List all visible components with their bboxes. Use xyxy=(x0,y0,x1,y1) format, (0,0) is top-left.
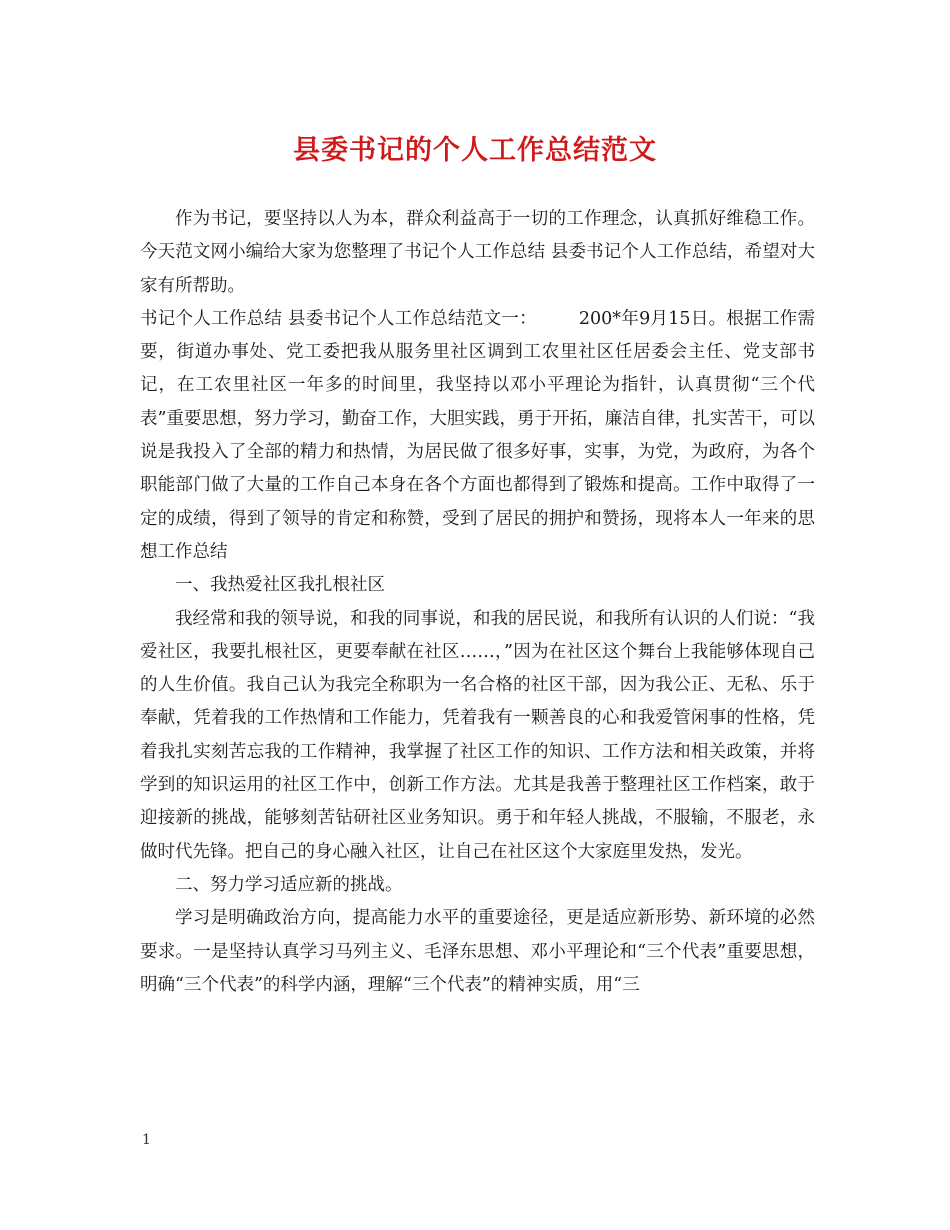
document-body xyxy=(140,203,815,1002)
section-label: 书记个人工作总结 县委书记个人工作总结范文一： xyxy=(140,308,537,329)
intro-paragraph: 作为书记，要坚持以人为本，群众利益高于一切的工作理念，认真抓好维稳工作。今天范文网小编给大家为您整理了书记个人工作总结 县委书记个人工作总结，希望对大家有所帮助。 xyxy=(140,209,815,296)
document-title: 县委书记的个人工作总结范文 xyxy=(293,135,657,166)
section-date: 200*年9月15日。 xyxy=(578,308,727,329)
section-body: 根据工作需要，街道办事处、党工委把我从服务里社区调到工农里社区任居委会主任、党支部书记，在工农里社区一年多的时间里，我坚持以邓小平理论为指针，认真贯彻“三个代表”重要思想，努力学习，勤奋工作，大胆实践，勇于开拓，廉洁自律，扎实苦干，可以说是我投入了全部的精力和热情，为居民做了很多好事，实事，为党，为政府，为各个职能部门做了大量的工作自己本身在各个方面也都得到了锻炼和提高。工作中取得了一定的成绩，得到了领导的肯定和称赞，受到了居民的拥护和赞扬，现将本人一年来的思想工作总结 xyxy=(140,308,815,562)
paragraph-one: 我经常和我的领导说，和我的同事说，和我的居民说，和我所有认识的人们说：“我爱社区，我要扎根社区，更要奉献在社区……，”因为在社区这个舞台上我能够体现自己的人生价值。我自己认为我完全称职为一名合格的社区干部，因为我公正、无私、乐于奉献，凭着我的工作热情和工作能力，凭着我有一颗善良的心和我爱管闲事的性格，凭着我扎实刻苦忘我的工作精神，我掌握了社区工作的知识、工作方法和相关政策，并将学到的知识运用的社区工作中，创新工作方法。尤其是我善于整理社区工作档案，敢于迎接新的挑战，能够刻苦钻研社区业务知识。勇于和年轻人挑战，不服输，不服老，永做时代先锋。把自己的身心融入社区，让自己在社区这个大家庭里发热，发光。 xyxy=(140,608,815,862)
page-number: 1 xyxy=(142,1132,151,1148)
heading-two: 二、努力学习适应新的挑战。 xyxy=(175,874,403,895)
paragraph-two: 学习是明确政治方向，提高能力水平的重要途径，更是适应新形势、新环境的必然要求。一是坚持认真学习马列主义、毛泽东思想、邓小平理论和“三个代表”重要思想，明确“三个代表”的科学内涵，理解“三个代表”的精神实质，用“三 xyxy=(140,908,815,995)
section-paragraph xyxy=(140,303,815,569)
heading-one: 一、我热爱社区我扎根社区 xyxy=(175,575,385,596)
